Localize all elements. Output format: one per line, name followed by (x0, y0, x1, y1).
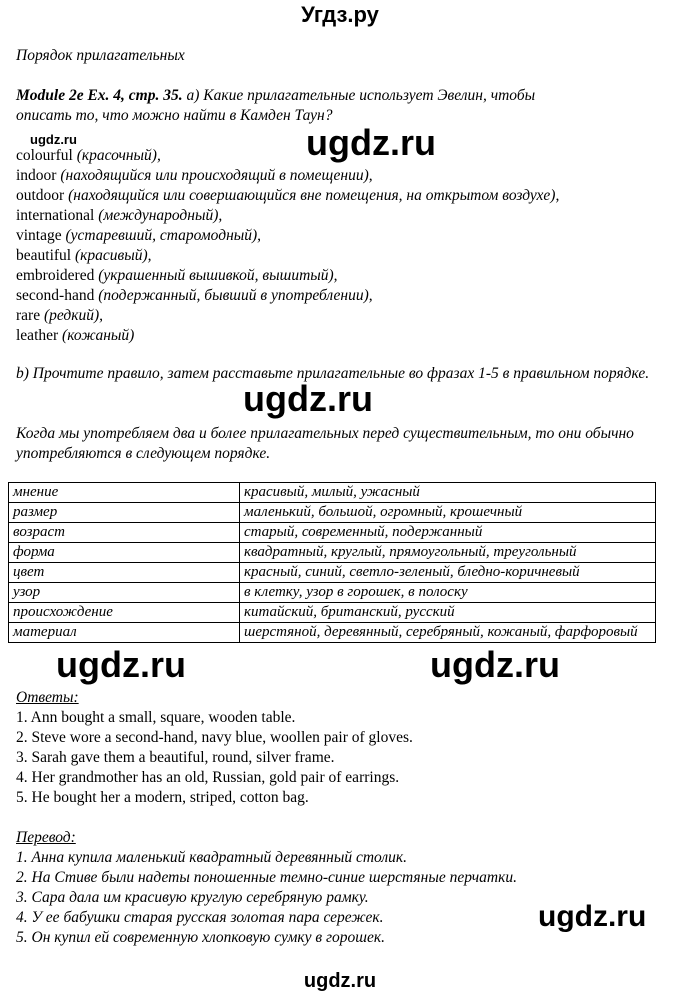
translation-item: 2. На Стиве были надеты поношенные темно-синие шерстяные перчатки. (16, 869, 517, 886)
answer-item: 4. Her grandmother has an old, Russian, gold pair of earrings. (16, 769, 400, 786)
site-footer: ugdz.ru (303, 970, 377, 992)
answer-item: 2. Steve wore a second-hand, navy blue, woollen pair of gloves. (16, 729, 413, 746)
watermark-small: ugdz.ru (30, 132, 77, 147)
answers-title: Ответы: (16, 689, 79, 706)
answers-list (16, 708, 413, 808)
word-item: international (международный), (16, 207, 223, 224)
table-row: форма квадратный, круглый, прямоугольный, треугольный (9, 543, 656, 563)
site-header: Угдз.ру (301, 2, 379, 27)
table-row: возраст старый, современный, подержанный (9, 523, 656, 543)
task-b-text: b) Прочтите правило, затем расставьте прилагательные во фразах 1-5 в правильном порядке. (16, 365, 650, 382)
answer-item: 1. Ann bought a small, square, wooden table. (16, 709, 296, 726)
table-row: узор в клетку, узор в горошек, в полоску (9, 583, 656, 603)
watermark-1: ugdz.ru (306, 122, 436, 163)
word-item: rare (редкий), (16, 307, 104, 324)
translation-item: 4. У ее бабушки старая русская золотая пара сережек. (16, 909, 384, 926)
table-row: мнение красивый, милый, ужасный (9, 483, 656, 503)
word-item: beautiful (красивый), (16, 247, 152, 264)
task-a-line2: описать то, что можно найти в Камден Таун? (16, 107, 333, 124)
translation-item: 3. Сара дала им красивую круглую серебряную рамку. (16, 889, 369, 906)
translation-item: 5. Он купил ей современную хлопковую сумку в горошек. (16, 929, 385, 946)
answer-item: 3. Sarah gave them a beautiful, round, silver frame. (16, 749, 335, 766)
rule-text: Когда мы употребляем два и более прилагательных перед существительным, то они обычно употребляются в следующем порядке. (16, 425, 634, 462)
word-item: outdoor (находящийся или совершающийся вне помещения, на открытом воздухе), (16, 187, 560, 204)
topic-title: Порядок прилагательных (16, 47, 185, 64)
table-row: происхождение китайский, британский, русский (9, 603, 656, 623)
table-row: цвет красный, синий, светло-зеленый, бледно-коричневый (9, 563, 656, 583)
word-item: vintage (устаревший, старомодный), (16, 227, 262, 244)
watermark-5: ugdz.ru (538, 900, 647, 933)
word-item: indoor (находящийся или происходящий в помещении), (16, 167, 373, 184)
word-item: second-hand (подержанный, бывший в употреблении), (16, 287, 373, 304)
adjective-word-list (16, 146, 559, 346)
answer-item: 5. He bought her a modern, striped, cotton bag. (16, 789, 309, 806)
word-item: embroidered (украшенный вышивкой, вышитый), (16, 267, 338, 284)
translation-item: 1. Анна купила маленький квадратный деревянный столик. (16, 849, 408, 866)
translation-list (16, 848, 517, 948)
task-a-text: а) Какие прилагательные использует Эвелин, чтобы (182, 87, 536, 104)
watermark-4: ugdz.ru (430, 644, 560, 685)
task-a-line1 (16, 86, 535, 106)
translation-title: Перевод: (16, 829, 76, 846)
watermark-2: ugdz.ru (243, 378, 373, 419)
module-reference: Module 2e Ex. 4, стр. 35. (16, 87, 183, 104)
word-item: colourful (красочный), (16, 147, 161, 164)
word-item: leather (кожаный) (16, 327, 135, 344)
watermark-3: ugdz.ru (56, 644, 186, 685)
table-row: размер маленький, большой, огромный, крошечный (9, 503, 656, 523)
adjective-order-table (8, 482, 656, 643)
table-row: материал шерстяной, деревянный, серебряный, кожаный, фарфоровый (9, 623, 656, 643)
